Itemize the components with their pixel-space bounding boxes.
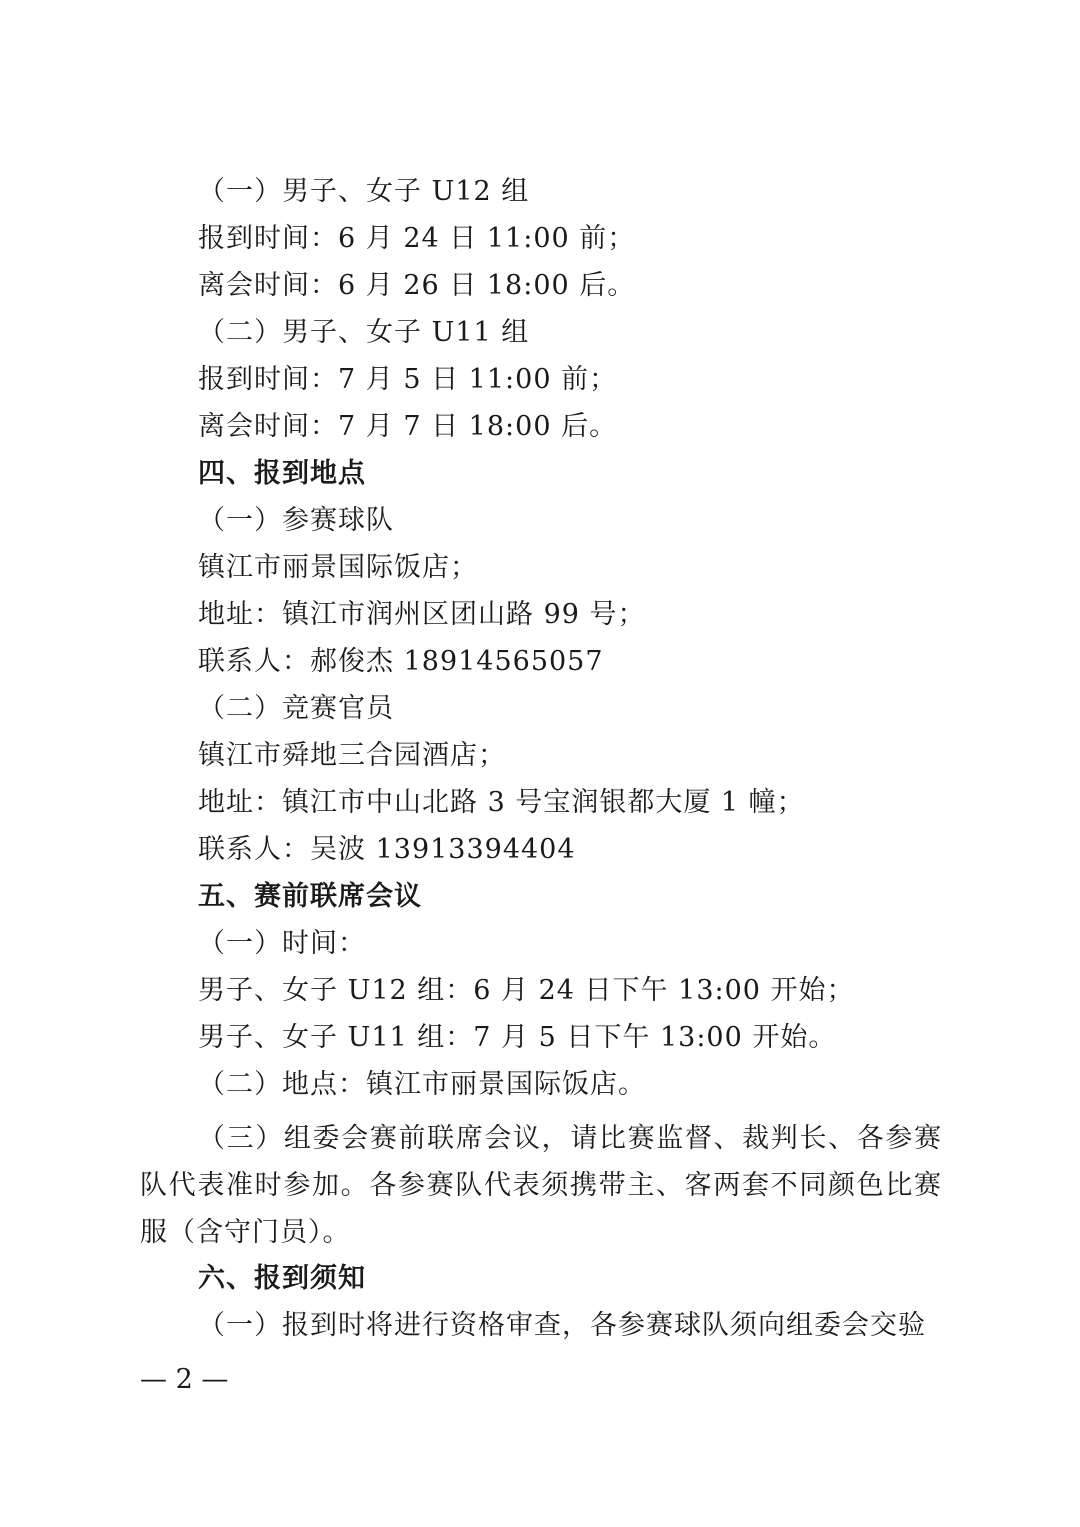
section-u12-title: （一）男子、女子 U12 组 (198, 176, 530, 207)
officials-hotel: 镇江市舜地三合园酒店； (198, 740, 506, 771)
page-number: — 2 — (140, 1364, 229, 1395)
meeting-time-label: （一）时间： (198, 928, 366, 959)
u12-departure-time: 离会时间：6 月 26 日 18:00 后。 (198, 270, 636, 301)
subheading-teams: （一）参赛球队 (198, 505, 394, 536)
teams-address: 地址：镇江市润州区团山路 99 号； (198, 599, 646, 630)
teams-hotel: 镇江市丽景国际饭店； (198, 552, 478, 583)
heading-checkin-notice: 六、报到须知 (198, 1263, 366, 1294)
subheading-officials: （二）竞赛官员 (198, 693, 394, 724)
u11-checkin-time: 报到时间：7 月 5 日 11:00 前； (198, 364, 618, 395)
meeting-attendance-paragraph: （三）组委会赛前联席会议，请比赛监督、裁判长、各参赛队代表准时参加。各参赛队代表须携带主、客两套不同颜色比赛服（含守门员）。 (140, 1123, 942, 1248)
u12-checkin-time: 报到时间：6 月 24 日 11:00 前； (198, 223, 636, 254)
section-u11-title: （二）男子、女子 U11 组 (198, 317, 530, 348)
meeting-time-u12: 男子、女子 U12 组：6 月 24 日下午 13:00 开始； (198, 975, 855, 1006)
heading-checkin-location: 四、报到地点 (198, 458, 366, 489)
u11-departure-time: 离会时间：7 月 7 日 18:00 后。 (198, 411, 618, 442)
meeting-time-u11: 男子、女子 U11 组：7 月 5 日下午 13:00 开始。 (198, 1022, 837, 1053)
checkin-notice-paragraph: （一）报到时将进行资格审查，各参赛球队须向组委会交验 (198, 1310, 926, 1341)
officials-contact: 联系人：吴波 13913394404 (198, 834, 576, 865)
meeting-location: （二）地点：镇江市丽景国际饭店。 (198, 1069, 646, 1100)
teams-contact: 联系人：郝俊杰 18914565057 (198, 646, 604, 677)
heading-joint-meeting: 五、赛前联席会议 (198, 881, 422, 912)
officials-address: 地址：镇江市中山北路 3 号宝润银都大厦 1 幢； (198, 787, 805, 818)
